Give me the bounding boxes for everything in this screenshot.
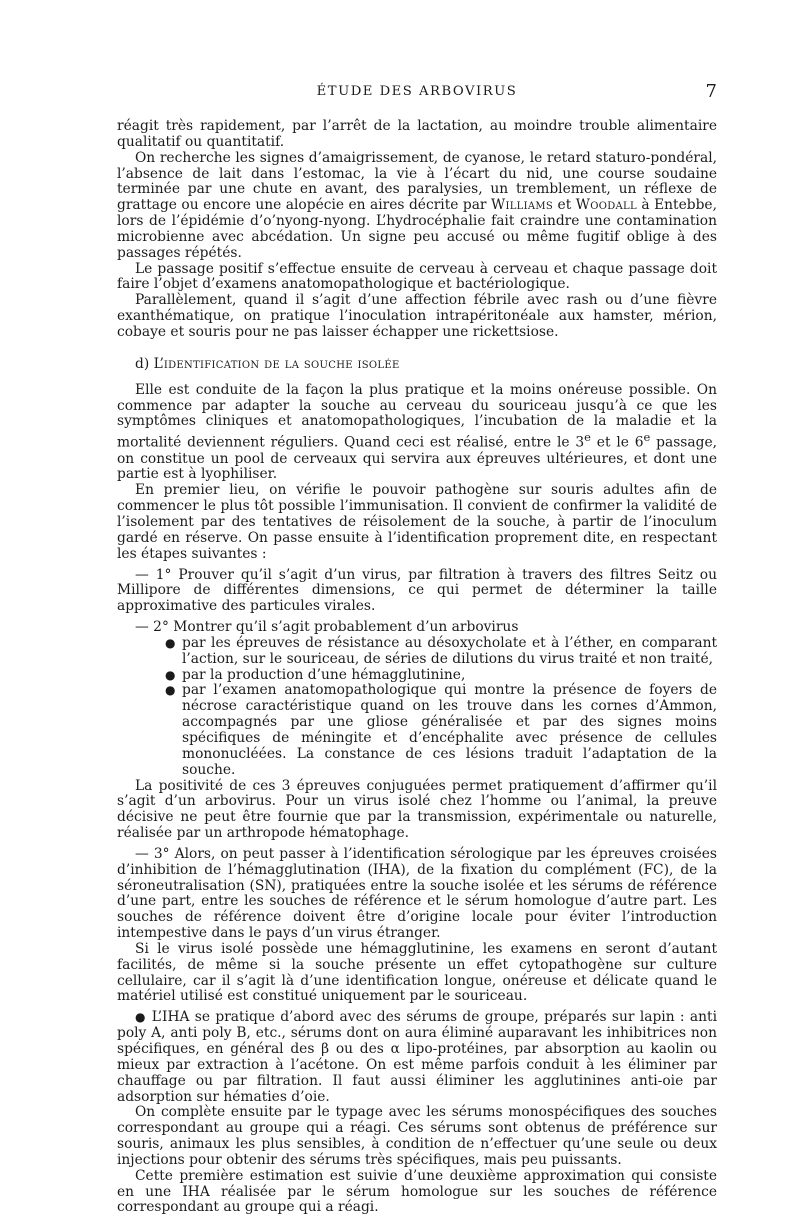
paragraph-estimation: Cette première estimation est suivie d’une deuxième approximation qui consiste en une IHA réalisée par le sérum homologue sur les souches de référence correspondant au groupe qui a réagi.	[117, 1167, 717, 1216]
step-1: — 1° Prouver qu’il s’agit d’un virus, par filtration à travers des filtres Seitz ou Millipore de différentes dimensions, ce qui permet de déterminer la taille approximative des particules virales.	[117, 566, 717, 615]
bullet-icon: ●	[165, 667, 176, 682]
author-name: Williams	[491, 197, 554, 214]
bullet-icon: ●	[165, 683, 176, 698]
paragraph-text: et le 6	[590, 434, 644, 451]
section-heading	[135, 357, 717, 373]
superscript: e	[584, 430, 591, 445]
running-title: ÉTUDE DES ARBOVIRUS	[316, 84, 518, 99]
paragraph-positivity: La positivité de ces 3 épreuves conjuguées permet pratiquement d’affirmer qu’il s’agit d’un arbovirus. Pour un virus isolé chez l’homme ou l’animal, la preuve décisive ne peut être fournie que par la transmission, expérimentale ou naturelle, réalisée par un arthropode hématophage.	[117, 777, 717, 842]
bullet-icon: ●	[165, 635, 176, 650]
paragraph-iha	[117, 1010, 717, 1105]
paragraph-passage: Le passage positif s’effectue ensuite de cerveau à cerveau et chaque passage doit faire l’objet d’examens anatomopathologique et bactériologique.	[117, 260, 717, 293]
list-item-text: par l’examen anatomopathologique qui montre la présence de foyers de nécrose caractéristique quand on les trouve dans les cornes d’Ammon, accompagnés par une gliose généralisée et par des signes moins spécifiques de méningite et d’encéphalite avec présence de cellules mononucléées. La constance de ces lésions traduit l’adaptation de la souche.	[182, 682, 717, 778]
step-2: — 2° Montrer qu’il s’agit probablement d’un arbovirus	[135, 619, 519, 636]
list-item	[165, 636, 717, 668]
bullet-icon: ●	[135, 1010, 147, 1025]
paragraph-first: En premier lieu, on vérifie le pouvoir pathogène sur souris adultes afin de commencer le plus tôt possible l’immunisation. Il convient de confirmer la validité de l’isolement par des tentatives de réisolement de la souche, à partir de l’inoculum gardé en réserve. On passe ensuite à l’identification proprement dite, en respectant les étapes suivantes :	[117, 482, 717, 562]
superscript: e	[643, 430, 651, 445]
paragraph-text: L’IHA se pratique d’abord avec des sérums de groupe, préparés sur lapin : anti poly A, anti poly B, etc., sérums dont on aura éliminé auparavant les inhibitrices non spécifiques, en général des β ou des α lipo-protéines, par absorption au kaolin ou mieux par extraction à l’acétone. On est même parfois conduit à les éliminer par chauffage ou par filtration. Il faut aussi éliminer les agglutinines anti-oie par adsorption sur hématies d’oie.	[117, 1009, 717, 1105]
running-head	[117, 81, 717, 104]
list-item	[165, 668, 717, 684]
section-title: identification de la souche isolée	[163, 355, 400, 372]
list-item-text: par la production d’une hémagglutinine,	[182, 666, 466, 683]
paragraph-continuation: réagit très rapidement, par l’arrêt de la lactation, au moindre trouble alimentaire qualitatif ou quantitatif.	[117, 118, 717, 150]
paragraph-text: à Entebbe, lors de l’épidémie d’o’nyong-nyong. L’hydrocéphalie fait craindre une contamination microbienne avec abcédation. Un signe peu accusé ou même fugitif oblige à des passages répétés.	[117, 197, 717, 261]
paragraph-signs	[117, 151, 717, 262]
paragraph-hemagglutinin: Si le virus isolé possède une hémagglutinine, les examens en seront d’autant facilités, de même si la souche présente un effet cytopathogène sur culture cellulaire, car il s’agit là d’une identification longue, onéreuse et délicate quand le matériel utilisé est constitué uniquement par le souriceau.	[117, 940, 717, 1005]
paragraph-typing: On complète ensuite par le typage avec les sérums monospécifiques des souches correspondant au groupe qui a réagi. Ces sérums sont obtenus de préférence sur souris, animaux les plus sensibles, à condition de n’effectuer qu’une seule ou deux injections pour obtenir des sérums très spécifiques, mais peu puissants.	[117, 1104, 717, 1168]
section-label: d) L’	[135, 355, 164, 372]
list-item-text: par les épreuves de résistance au désoxycholate et à l’éther, en comparant l’action, sur le souriceau, de séries de dilutions du virus traité et non traité,	[182, 634, 717, 667]
paragraph-text: On recherche les signes d’amaigrissement, de cyanose, le retard staturo-pondéral, l’absence de lait dans l’estomac, la vie à l’écart du nid, une course soudaine terminée par une chute en avant, des paralysies, un tremblement, un réflexe de grattage ou encore une alopécie en aires décrite par	[117, 149, 717, 214]
bullet-list	[165, 636, 717, 779]
step-3: — 3° Alors, on peut passer à l’identification sérologique par les épreuves croisées d’inhibition de l’hémagglutination (IHA), de la fixation du complément (FC), de la séroneutralisation (SN), pratiquées entre la souche isolée et les sérums de référence d’une part, entre les souches de référence et le sérum homologue d’autre part. Les souches de référence doivent être d’origine locale pour éviter l’introduction intempestive dans le pays d’un virus étranger.	[117, 845, 717, 942]
page-body	[117, 119, 717, 1216]
paragraph-text: Elle est conduite de la façon la plus pratique et la moins onéreuse possible. On commence par adapter la souche au cerveau du souriceau jusqu’à ce que les symptômes cliniques et anatomopathologiques, l’incubation de la maladie et la mortalité deviennent réguliers. Quand ceci est réalisé, entre le 3	[117, 381, 717, 451]
paragraph-parallel: Parallèlement, quand il s’agit d’une affection fébrile avec rash ou d’une fièvre exanthématique, on pratique l’inoculation intrapéritonéale aux hamster, mérion, cobaye et souris pour ne pas laisser échapper une rickettsiose.	[117, 292, 717, 340]
paragraph-text: et	[557, 197, 572, 214]
paragraph-identification	[117, 383, 717, 484]
paragraph-text: passage, on constitue un pool de cerveaux qui servira aux épreuves ultérieures, et dont une partie est à lyophiliser.	[117, 434, 718, 483]
list-item	[165, 683, 717, 778]
page-number: 7	[705, 81, 717, 102]
author-name: Woodall	[575, 197, 637, 214]
